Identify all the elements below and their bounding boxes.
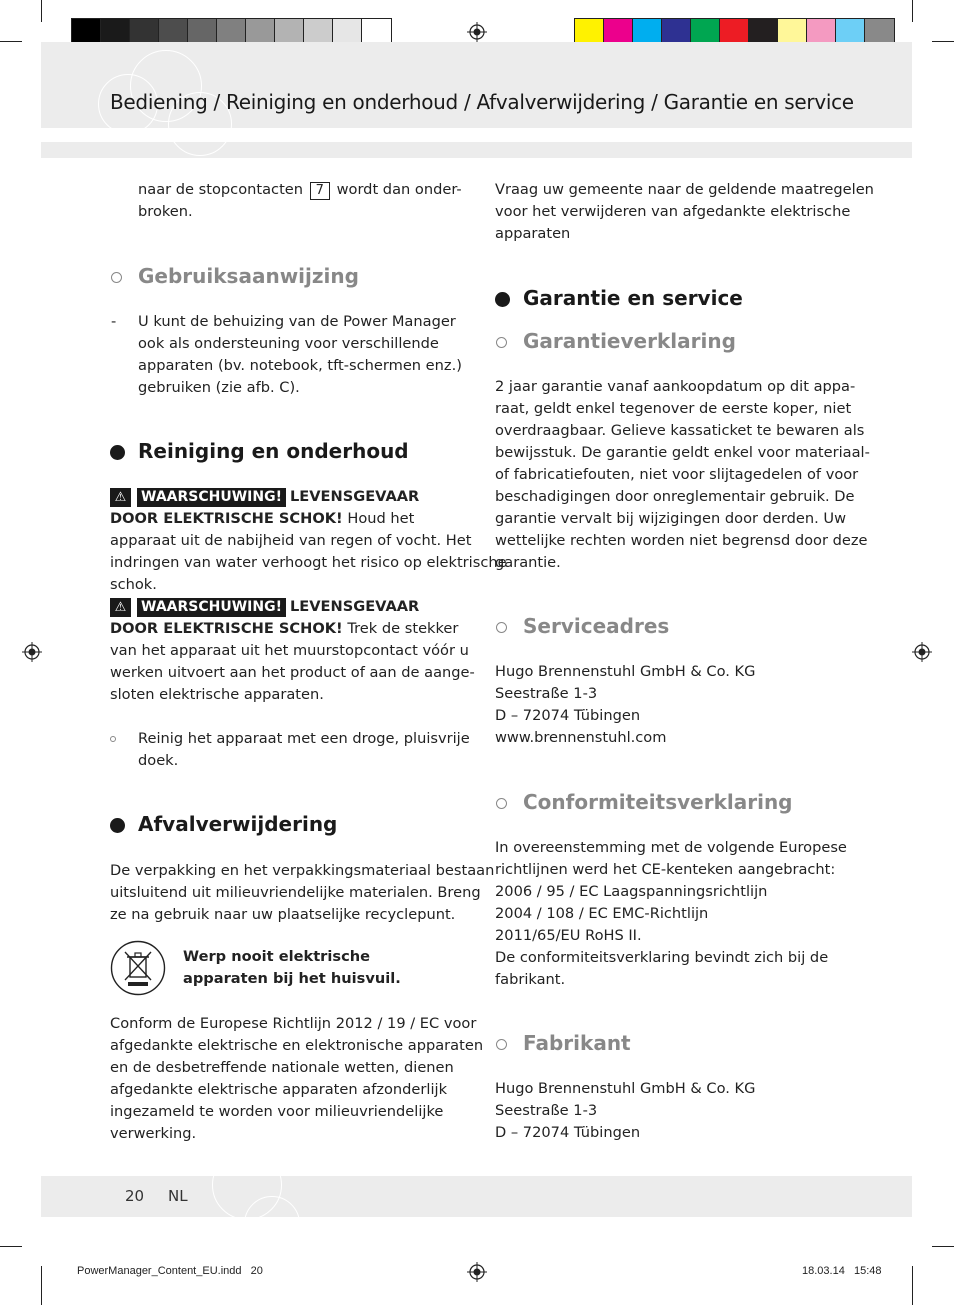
section-bullet-open: [111, 272, 122, 283]
text-line: afgedankte elektrische apparaten afzonderlijk: [110, 1081, 448, 1098]
text-line: bewijsstuk. De garantie geldt enkel voor materiaal-: [495, 444, 870, 461]
section-bullet-filled: [110, 445, 125, 460]
intro-text: wordt dan onder-: [336, 181, 462, 198]
page-title: Bediening / Reiniging en onderhoud / Afvalverwijdering / Garantie en service: [110, 90, 854, 114]
heading-conformiteitsverklaring: Conformiteitsverklaring: [523, 790, 793, 814]
text-line: verwerking.: [110, 1125, 197, 1142]
text-line: fabrikant.: [495, 971, 566, 988]
crop-mark: [0, 1246, 22, 1247]
text-line: U kunt de behuizing van de Power Manager: [138, 313, 456, 330]
heading-gebruiksaanwijzing: Gebruiksaanwijzing: [138, 264, 359, 288]
crop-mark: [41, 0, 42, 22]
text-line: raat, geldt enkel tegenover de eerste koper, niet: [495, 400, 852, 417]
text-line: gebruiken (zie afb. C).: [138, 379, 300, 396]
service-address: [495, 661, 755, 749]
section-bullet-filled: [495, 292, 510, 307]
garantie-paragraph: [495, 376, 870, 574]
crop-mark: [912, 0, 913, 22]
crop-mark: [932, 41, 954, 42]
page-number: 20: [125, 1187, 145, 1205]
text-line: van het apparaat uit het muurstopcontact vóór u: [110, 642, 469, 659]
text-line: garantie vervalt bij wijzigingen door derden. Uw: [495, 510, 847, 527]
section-bullet-open: [496, 798, 507, 809]
text-line: wettelijke rechten worden niet begrensd door deze: [495, 532, 868, 549]
weee-warning: [183, 946, 401, 990]
text-line: Seestraße 1-3: [495, 685, 598, 702]
warning-label: WAARSCHUWING!: [137, 488, 286, 507]
warning-triangle-icon: ⚠: [110, 488, 131, 507]
text-line: afgedankte elektrische en elektronische apparaten: [110, 1037, 484, 1054]
heading-reiniging: Reiniging en onderhoud: [138, 439, 409, 463]
text-line: overdraagbaar. Gelieve kassaticket te bewaren als: [495, 422, 865, 439]
warning-bold: LEVENSGEVAAR: [289, 598, 420, 615]
section-bullet-open: [496, 1039, 507, 1050]
heading-garantieverklaring: Garantieverklaring: [523, 329, 736, 353]
warning-label: WAARSCHUWING!: [137, 598, 286, 617]
crossed-bin-icon: [110, 940, 166, 996]
text-line: uitsluitend uit milieuvriendelijke materialen. Breng: [110, 884, 481, 901]
text-line: apparaten bij het huisvuil.: [183, 970, 401, 987]
text-line: garantie.: [495, 554, 561, 571]
text-line: apparaten (bv. notebook, tft-schermen enz.): [138, 357, 462, 374]
registration-mark-icon: [467, 22, 487, 42]
text-line: D – 72074 Tübingen: [495, 1124, 641, 1141]
heading-serviceadres: Serviceadres: [523, 614, 670, 638]
afval-paragraph: [110, 860, 494, 926]
text-line: Reinig het apparaat met een droge, pluisvrije: [138, 730, 470, 747]
decorative-circle: [244, 1196, 300, 1252]
conform-paragraph: [110, 1013, 483, 1145]
text-line: Seestraße 1-3: [495, 1102, 598, 1119]
text-line: Conform de Europese Richtlijn 2012 / 19 / EC voor: [110, 1015, 477, 1032]
language-code: NL: [168, 1187, 188, 1205]
warning-bold: DOOR ELEKTRISCHE SCHOK!: [110, 510, 343, 527]
socket-number-box: 7: [310, 182, 330, 200]
slug-date: 18.03.14 15:48: [802, 1265, 882, 1277]
text-line: sloten elektrische apparaten.: [110, 686, 324, 703]
heading-fabrikant: Fabrikant: [523, 1031, 631, 1055]
vraag-paragraph: [495, 179, 874, 245]
list-circle-bullet: [110, 736, 116, 742]
text-line: apparaat uit de nabijheid van regen of vocht. Het: [110, 532, 472, 549]
text-line: 2004 / 108 / EC EMC-Richtlijn: [495, 905, 709, 922]
text-line: Trek de stekker: [347, 620, 459, 637]
text-line: indringen van water verhoogt het risico op elektrische: [110, 554, 507, 571]
crop-mark: [912, 1266, 913, 1305]
conformiteit-paragraph: [495, 837, 847, 991]
text-line: 2 jaar garantie vanaf aankoopdatum op dit appa-: [495, 378, 856, 395]
warning-bold: LEVENSGEVAAR: [289, 488, 420, 505]
crop-mark: [0, 41, 22, 42]
header-strip: [41, 142, 912, 158]
crop-mark: [932, 1246, 954, 1247]
text-line: werken uitvoert aan het product of aan de aange-: [110, 664, 475, 681]
text-line: apparaten: [495, 225, 571, 242]
text-line: D – 72074 Tübingen: [495, 707, 641, 724]
section-bullet-filled: [110, 818, 125, 833]
text-line: Houd het: [347, 510, 415, 527]
text-line: In overeenstemming met de volgende Europese: [495, 839, 847, 856]
registration-mark-icon: [467, 1262, 487, 1282]
fabrikant-address: [495, 1078, 755, 1144]
registration-mark-icon: [912, 642, 932, 662]
registration-mark-icon: [22, 642, 42, 662]
intro-text: broken.: [138, 203, 193, 220]
gebruik-paragraph: [138, 311, 462, 399]
text-line: Hugo Brennenstuhl GmbH & Co. KG: [495, 663, 756, 680]
warning-triangle-icon: ⚠: [110, 598, 131, 617]
text-line: De conformiteitsverklaring bevindt zich bij de: [495, 949, 829, 966]
section-bullet-open: [496, 337, 507, 348]
heading-garantie-service: Garantie en service: [523, 286, 743, 310]
clean-paragraph: [138, 728, 470, 772]
crop-mark: [41, 1266, 42, 1305]
text-line: Werp nooit elektrische: [183, 948, 371, 965]
text-line: 2011/65/EU RoHS II.: [495, 927, 642, 944]
warning-bold: DOOR ELEKTRISCHE SCHOK!: [110, 620, 343, 637]
text-line: voor het verwijderen van afgedankte elektrische: [495, 203, 851, 220]
text-line: Hugo Brennenstuhl GmbH & Co. KG: [495, 1080, 756, 1097]
text-line: Vraag uw gemeente naar de geldende maatregelen: [495, 181, 874, 198]
section-bullet-open: [496, 622, 507, 633]
text-line: en de desbetreffende nationale wetten, dienen: [110, 1059, 454, 1076]
text-line: De verpakking en het verpakkingsmateriaal bestaan: [110, 862, 495, 879]
text-line: richtlijnen werd het CE-kenteken aangebracht:: [495, 861, 836, 878]
text-line: doek.: [138, 752, 179, 769]
text-line: 2006 / 95 / EC Laagspanningsrichtlijn: [495, 883, 768, 900]
warning-block-2: [110, 596, 475, 706]
website-text: www.brennenstuhl.com: [495, 729, 667, 746]
text-line: ze na gebruik naar uw plaatselijke recyclepunt.: [110, 906, 456, 923]
intro-paragraph: [138, 179, 462, 223]
text-line: ingezameld te worden voor milieuvriendelijke: [110, 1103, 444, 1120]
text-line: schok.: [110, 576, 157, 593]
warning-block-1: [110, 486, 507, 596]
text-line: beschadigingen door onreglementair gebruik. De: [495, 488, 855, 505]
text-line: of fabricatiefouten, niet voor slijtagedelen of voor: [495, 466, 859, 483]
slug-filename: PowerManager_Content_EU.indd 20: [77, 1265, 263, 1277]
list-dash: -: [111, 313, 117, 330]
intro-text: naar de stopcontacten: [138, 181, 304, 198]
text-line: ook als ondersteuning voor verschillende: [138, 335, 439, 352]
heading-afvalverwijdering: Afvalverwijdering: [138, 812, 338, 836]
